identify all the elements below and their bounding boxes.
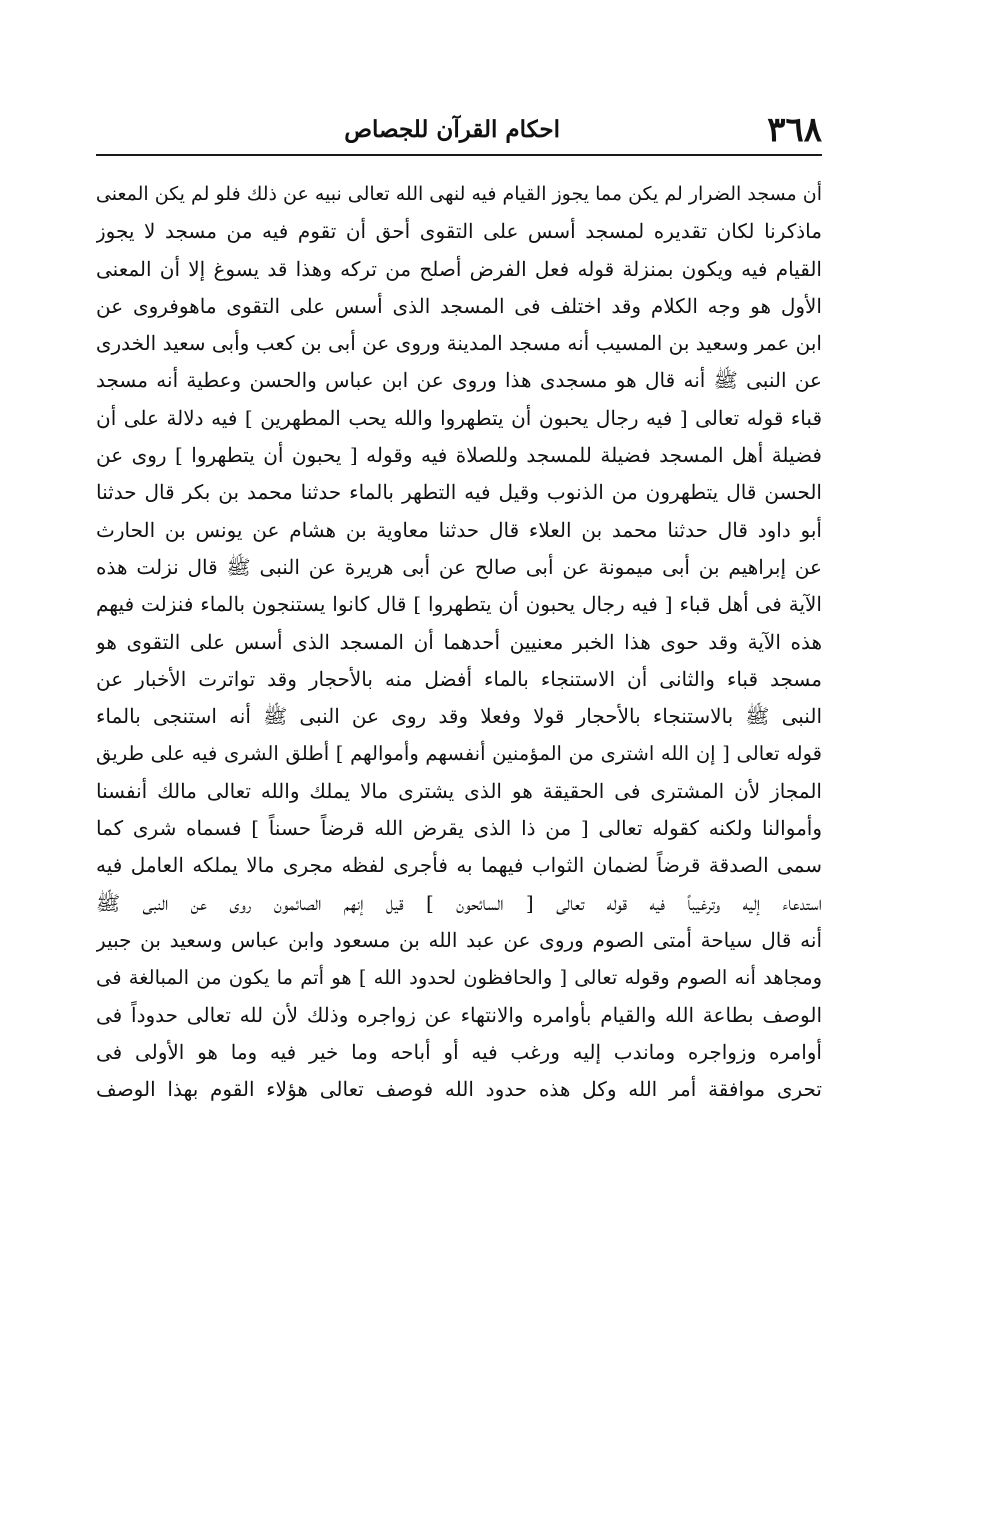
text-line: وأموالنا ولكنه كقوله تعالى [ من ذا الذى يقرض الله قرضاً حسناً ] فسماه شرى كما — [96, 816, 822, 841]
text-line: أبو داود قال حدثنا محمد بن العلاء قال حدثنا معاوية بن هشام عن يونس بن الحارث — [96, 517, 822, 542]
page-header — [96, 108, 822, 152]
text-line: ومجاهد أنه الصوم وقوله تعالى [ والحافظون لحدود الله ] هو أتم ما يكون من المبالغة فى — [96, 966, 822, 990]
page-number: ٣٦٨ — [767, 110, 822, 150]
text-line: عن إبراهيم بن أبى ميمونة عن أبى صالح عن أبى هريرة عن النبى ﷺ قال نزلت هذه — [96, 554, 822, 579]
text-line: ابن عمر وسعيد بن المسيب أنه مسجد المدينة وروى عن أبى بن كعب وأبى سعيد الخدرى — [96, 331, 822, 356]
text-line: الآية فى أهل قباء [ فيه رجال يحبون أن يتطهروا ] قال كانوا يستنجون بالماء فنزلت فيهم — [96, 592, 822, 617]
running-title: احكام القرآن للجصاص — [344, 116, 560, 143]
text-line: القيام فيه ويكون بمنزلة قوله فعل الفرض أصلح من تركه وهذا قد يسوغ إلا أن المعنى — [96, 256, 822, 281]
text-line: الأول هو وجه الكلام وقد اختلف فى المسجد الذى أسس على التقوى ماهوفروى عن — [96, 293, 822, 318]
text-line: مسجد قباء والثانى أن الاستنجاء بالماء أفضل منه بالأحجار وقد تواترت الأخبار عن — [96, 666, 822, 691]
text-line: أنه قال سياحة أمتى الصوم وروى عن عبد الله بن مسعود وابن عباس وسعيد بن جبير — [96, 927, 822, 952]
text-line: أوامره وزواجره وماندب إليه ورغب فيه أو أباحه وما خير فيه وما هو الأولى فى — [96, 1039, 822, 1064]
text-line: الحسن قال يتطهرون من الذنوب وقيل فيه التطهر بالماء حدثنا محمد بن بكر قال حدثنا — [96, 480, 822, 505]
text-line: النبى ﷺ بالاستنجاء بالأحجار قولا وفعلا وقد روى عن النبى ﷺ أنه استنجى بالماء — [96, 704, 822, 729]
body-text — [96, 176, 822, 1108]
text-line: فضيلة أهل المسجد فضيلة للمسجد وللصلاة فيه وقوله [ يحبون أن يتطهروا ] روى عن — [96, 443, 822, 468]
text-line: أن مسجد الضرار لم يكن مما يجوز القيام فيه لنهى الله تعالى نبيه عن ذلك فلو لم يكن المعنى — [96, 183, 822, 205]
text-line: استدعاء إليه وترغيباً فيه قوله تعالى [ السائحون ] قيل إنهم الصائمون روى عن النبى ﷺ — [96, 890, 822, 915]
text-line: عن النبى ﷺ أنه قال هو مسجدى هذا وروى عن ابن عباس والحسن وعطية أنه مسجد — [96, 368, 822, 393]
text-line: هذه الآية وقد حوى هذا الخبر معنيين أحدهما أن المسجد الذى أسس على التقوى هو — [96, 629, 822, 654]
text-line: ماذكرنا لكان تقديره لمسجد أسس على التقوى أحق أن تقوم فيه من مسجد لا يجوز — [96, 219, 822, 244]
text-line: سمى الصدقة قرضاً لضمان الثواب فيهما به فأجرى لفظه مجرى مالا يملكه العامل فيه — [96, 853, 822, 878]
text-line: قباء قوله تعالى [ فيه رجال يحبون أن يتطهروا والله يحب المطهرين ] فيه دلالة على أن — [96, 405, 822, 430]
text-line: المجاز لأن المشترى فى الحقيقة هو الذى يشترى مالا يملك والله تعالى مالك أنفسنا — [96, 778, 822, 803]
text-line: قوله تعالى [ إن الله اشترى من المؤمنين أنفسهم وأموالهم ] أطلق الشرى فيه على طريق — [96, 742, 822, 766]
text-line: تحرى موافقة أمر الله وكل هذه حدود الله فوصف تعالى هؤلاء القوم بهذا الوصف — [96, 1077, 822, 1102]
header-rule — [96, 154, 822, 156]
text-line: الوصف بطاعة الله والقيام بأوامره والانتهاء عن زواجره وذلك لأن لله تعالى حدوداً فى — [96, 1002, 822, 1027]
